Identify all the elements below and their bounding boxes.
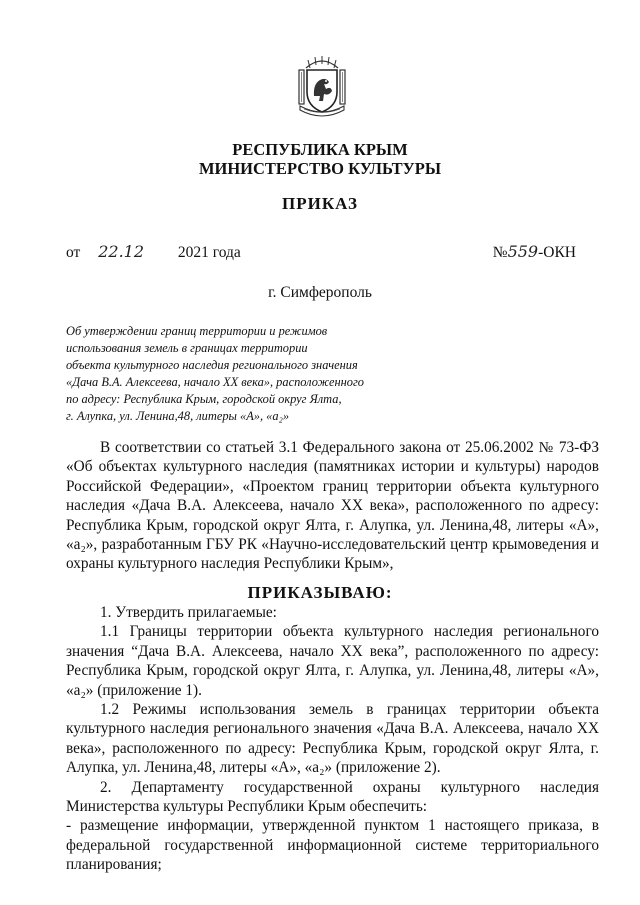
order-item: 1.1 Границы территории объекта культурного наследия регионального значения “Дача В.А. Алексеева, начало ХХ века”, расположенного по адресу: Республика Крым, городской округ Ялта, г. Алупка, ул. Ленина,48, литеры «А», «а₂» (приложение 1).: [66, 623, 599, 699]
order-subject: [66, 323, 386, 425]
date-year: 2021 года: [177, 244, 241, 261]
order-item: 1. Утвердить прилагаемые:: [100, 604, 277, 621]
number-prefix: №: [492, 244, 508, 261]
decree-heading: ПРИКАЗЫВАЮ:: [247, 583, 393, 602]
ministry-header: [0, 140, 640, 178]
crimea-coat-of-arms-icon: [296, 56, 348, 118]
ministry-name: МИНИСТЕРСТВО КУЛЬТУРЫ: [198, 159, 442, 178]
order-number: [493, 242, 576, 262]
subject-line: «Дача В.А. Алексеева, начало ХХ века», расположенного: [66, 375, 364, 389]
city: г. Симферополь: [268, 284, 372, 301]
document-type: ПРИКАЗ: [282, 194, 358, 213]
order-item: 2. Департаменту государственной охраны культурного наследия Министерства культуры Республики Крым обеспечить:: [66, 778, 599, 816]
subject-line: Об утверждении границ территории и режимов: [66, 324, 328, 338]
preamble-paragraph: В соответствии со статьей 3.1 Федерального закона от 25.06.2002 № 73-ФЗ «Об объектах культурного наследия (памятниках истории и культуры) народов Российской Федерации», «Проектом границ территории объекта культурного наследия «Дача В.А. Алексеева, начало ХХ века», расположенного по адресу: Республика Крым, городской округ Ялта, г. Алупка, ул. Ленина,48, литеры «А», «а₂», разработанным ГБУ РК «Научно-исследовательский центр крымоведения и охраны культурного наследия Республики Крым»,: [66, 439, 599, 573]
number-suffix: -ОКН: [538, 244, 576, 261]
subject-line: г. Алупка, ул. Ленина,48, литеры «А», «а₂»: [66, 409, 290, 423]
order-item: 1.2 Режимы использования земель в границах территории объекта культурного наследия регионального значения «Дача В.А. Алексеева, начало ХХ века», расположенного по адресу: Республика Крым, городской округ Ялта, г. Алупка, ул. Ленина,48, литеры «А», «а₂» (приложение 2).: [66, 701, 599, 777]
subject-line: объекта культурного наследия регионального значения: [66, 358, 358, 372]
republic-name: РЕСПУБЛИКА КРЫМ: [232, 140, 408, 159]
subject-line: по адресу: Республика Крым, городской округ Ялта,: [66, 392, 342, 406]
handwritten-number: 559: [507, 242, 539, 261]
handwritten-date: 22.12: [98, 242, 145, 261]
order-items: [66, 603, 599, 875]
date-number-line: [66, 242, 576, 262]
order-item: - размещение информации, утвержденной пунктом 1 настоящего приказа, в федеральной государственной информационной системе территориального планирования;: [66, 817, 599, 874]
subject-line: использования земель в границах территории: [66, 341, 308, 355]
date-from-label: от: [66, 244, 81, 261]
